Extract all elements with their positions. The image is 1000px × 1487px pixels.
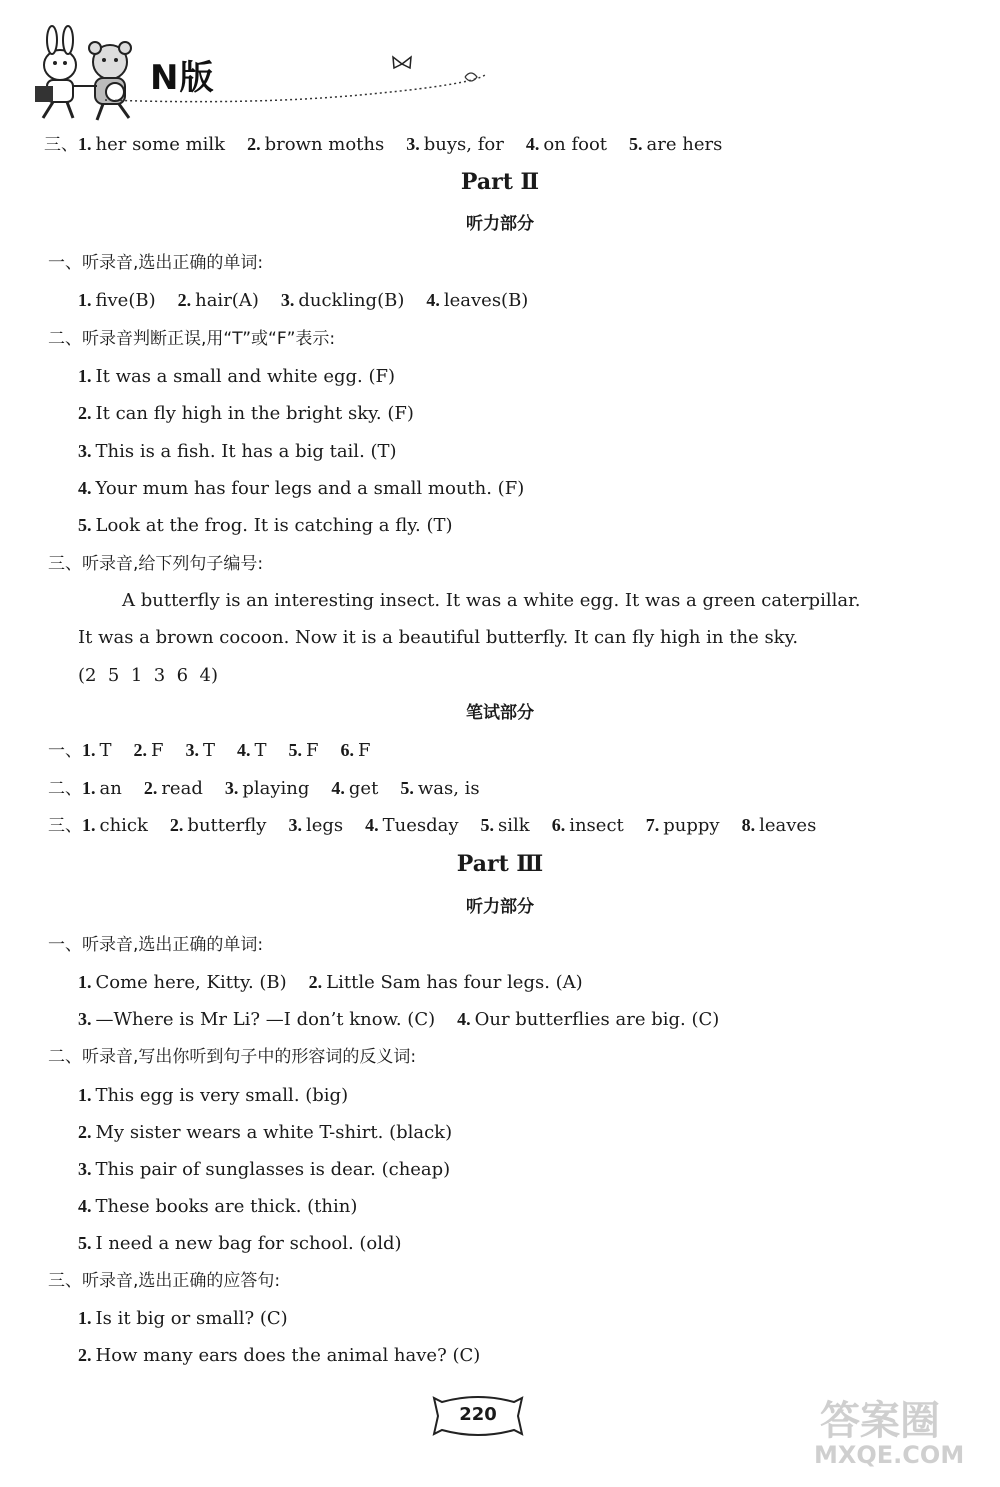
- dotted-curve-decoration: [100, 55, 520, 115]
- watermark-cn: 答案圈: [820, 1398, 940, 1444]
- page-header: [0, 0, 1000, 130]
- butterfly-icon: [390, 54, 414, 74]
- part3-q1-row1: 1. Come here, Kitty. (B) 2. Little Sam has four legs. (A): [78, 972, 583, 993]
- part2-q3-para2: It was a brown cocoon. Now it is a beautiful butterfly. It can fly high in the sky.: [78, 627, 799, 648]
- list-item: 2. My sister wears a white T-shirt. (black): [78, 1122, 453, 1143]
- part2-q1-head: 一、听录音,选出正确的单词:: [48, 253, 264, 273]
- sec0-line: 三、1. her some milk 2. brown moths 3. buys, for 4. on foot 5. are hers: [44, 134, 723, 155]
- part2-title: Part Ⅱ: [460, 169, 540, 195]
- part2-listening-title: 听力部分: [466, 214, 534, 234]
- part2-q2-head: 二、听录音判断正误,用“T”或“F”表示:: [48, 329, 336, 349]
- list-item: 5. Look at the frog. It is catching a fly. (T): [78, 515, 453, 536]
- header-title: N版: [150, 58, 215, 98]
- list-item: 4. These books are thick. (thin): [78, 1196, 358, 1217]
- list-item: 2. It can fly high in the bright sky. (F): [78, 403, 414, 424]
- list-item: 1. It was a small and white egg. (F): [78, 366, 395, 387]
- part2-q3-answer: (2 5 1 3 6 4): [78, 665, 218, 686]
- part3-q1-head: 一、听录音,选出正确的单词:: [48, 935, 264, 955]
- page-number: 220: [459, 1404, 497, 1425]
- list-item: 5. I need a new bag for school. (old): [78, 1233, 402, 1254]
- watermark: [802, 1385, 982, 1475]
- part3-q2-head: 二、听录音,写出你听到句子中的形容词的反义词:: [48, 1047, 417, 1067]
- list-item: 3. This is a fish. It has a big tail. (T): [78, 441, 397, 462]
- part2-q1-answers: 1. five(B) 2. hair(A) 3. duckling(B) 4. leaves(B): [78, 290, 529, 311]
- list-item: 1. This egg is very small. (big): [78, 1085, 349, 1106]
- part2-written-title: 笔试部分: [466, 703, 534, 723]
- watermark-en: MXQE.COM: [814, 1441, 965, 1469]
- part2-q3-para1: A butterfly is an interesting insect. It was a white egg. It was a green caterpillar.: [122, 590, 861, 611]
- part2-w1-line: 一、1. T 2. F 3. T 4. T 5. F 6. F: [48, 740, 371, 761]
- list-item: 3. This pair of sunglasses is dear. (cheap): [78, 1159, 451, 1180]
- part2-w2-line: 二、1. an 2. read 3. playing 4. get 5. was, is: [48, 778, 480, 799]
- list-item: 1. Is it big or small? (C): [78, 1308, 288, 1329]
- part2-w3-line: 三、1. chick 2. butterfly 3. legs 4. Tuesday 5. silk 6. insect 7. puppy 8. leaves: [48, 815, 817, 836]
- part3-q1-row2: 3. —Where is Mr Li? —I don’t know. (C) 4. Our butterflies are big. (C): [78, 1009, 720, 1030]
- list-item: 4. Your mum has four legs and a small mouth. (F): [78, 478, 525, 499]
- page-number-badge: [428, 1394, 528, 1438]
- part3-listening-title: 听力部分: [466, 897, 534, 917]
- part3-title: Part Ⅲ: [456, 851, 544, 877]
- list-item: 2. How many ears does the animal have? (C): [78, 1345, 481, 1366]
- sec0-label: 三、: [44, 135, 78, 155]
- part3-q3-head: 三、听录音,选出正确的应答句:: [48, 1271, 281, 1291]
- part2-q3-head: 三、听录音,给下列句子编号:: [48, 554, 264, 574]
